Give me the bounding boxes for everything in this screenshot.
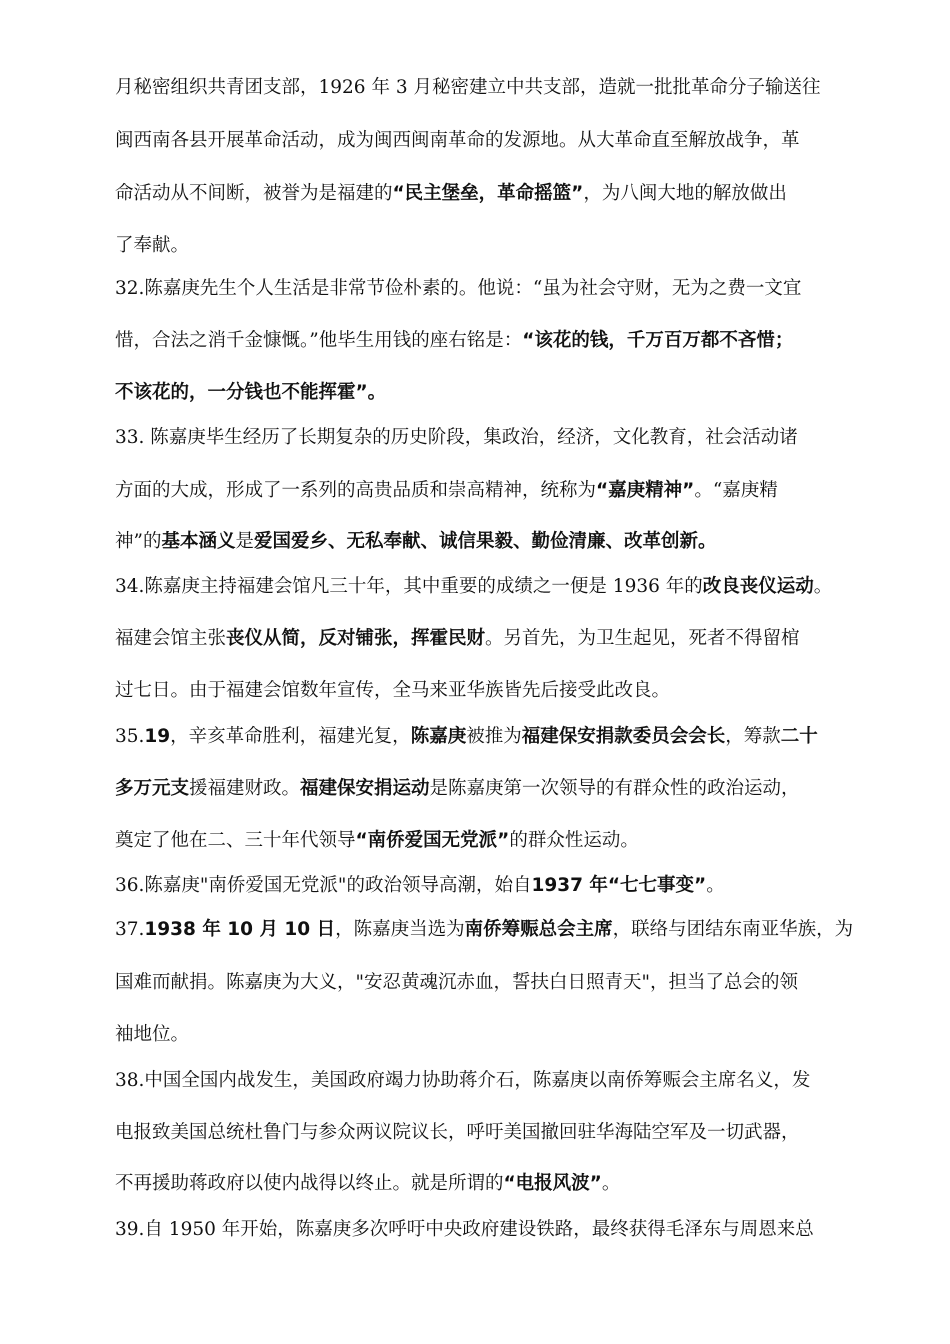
emphasis-text: 陈嘉庚 [410, 726, 467, 747]
item-34-line: 34.陈嘉庚主持福建会馆凡三十年，其中重要的成绩之一便是 1936 年的改良丧仪运动。 [115, 576, 833, 597]
text-line: 惜，合法之消千金慷慨。”他毕生用钱的座右铭是：“该花的钱，千万百万都不吝惜； [115, 330, 794, 351]
emphasis-text: 1937 年“七七事变” [531, 875, 707, 896]
item-35-line: 35.19，辛亥革命胜利，福建光复，陈嘉庚被推为福建保安捐款委员会会长，筹款二十 [115, 726, 818, 747]
emphasis-text: “电报风波” [503, 1173, 602, 1194]
emphasis-text: 二十 [780, 726, 818, 747]
text-line: 神”的基本涵义是爱国爱乡、无私奉献、诚信果毅、勤俭清廉、改革创新。 [115, 531, 717, 552]
text-line: 闽西南各县开展革命活动，成为闽西闽南革命的发源地。从大革命直至解放战争，革 [115, 130, 800, 151]
text-line: 福建会馆主张丧仪从简，反对铺张，挥霍民财。另首先，为卫生起见，死者不得留棺 [115, 628, 800, 649]
text-line: 袖地位。 [115, 1024, 190, 1045]
emphasis-text: 1938 年 10 月 10 日 [144, 919, 336, 940]
text-line: 月秘密组织共青团支部，1926 年 3 月秘密建立中共支部，造就一批批革命分子输送往 [115, 77, 821, 98]
emphasis-text: 福建保安捐运动 [300, 778, 430, 799]
emphasis-text: “南侨爱国无党派” [355, 830, 510, 851]
text-line: 不再援助蒋政府以使内战得以终止。就是所谓的“电报风波”。 [115, 1173, 621, 1194]
text-line: 命活动从不间断，被誉为是福建的“民主堡垒，革命摇篮”，为八闽大地的解放做出 [115, 183, 787, 204]
text-line: 方面的大成，形成了一系列的高贵品质和崇高精神，统称为“嘉庚精神”。“嘉庚精 [115, 480, 778, 501]
emphasis-text: 不该花的，一分钱也不能挥霍”。 [115, 382, 387, 403]
emphasis-text: 丧仪从简，反对铺张，挥霍民财 [226, 628, 486, 649]
emphasis-text: “民主堡垒，革命摇篮” [392, 183, 584, 204]
emphasis-text: 改良丧仪运动 [702, 576, 814, 597]
item-39-line: 39.自 1950 年开始，陈嘉庚多次呼吁中央政府建设铁路，最终获得毛泽东与周恩来总 [115, 1219, 814, 1240]
text-line: 电报致美国总统杜鲁门与参众两议院议长，呼吁美国撤回驻华海陆空军及一切武器， [115, 1122, 800, 1143]
emphasis-text: 19 [144, 726, 171, 747]
text-line: 了奉献。 [115, 235, 190, 256]
text-line: 过七日。由于福建会馆数年宣传，全马来亚华族皆先后接受此改良。 [115, 680, 671, 701]
emphasis-text: “嘉庚精神” [596, 480, 695, 501]
emphasis-text: 多万元支 [115, 778, 190, 799]
text-line: 奠定了他在二、三十年代领导“南侨爱国无党派”的群众性运动。 [115, 830, 639, 851]
item-38-line: 38.中国全国内战发生，美国政府竭力协助蒋介石，陈嘉庚以南侨筹赈会主席名义，发 [115, 1070, 811, 1091]
item-36-line: 36.陈嘉庚"南侨爱国无党派"的政治领导高潮，始自1937 年“七七事变”。 [115, 875, 725, 896]
emphasis-text: 爱国爱乡、无私奉献、诚信果毅、勤俭清廉、改革创新。 [254, 531, 717, 552]
emphasis-text: “该花的钱，千万百万都不吝惜； [522, 330, 794, 351]
item-37-line: 37.1938 年 10 月 10 日，陈嘉庚当选为南侨筹赈总会主席，联络与团结东南亚华族，为 [115, 919, 854, 940]
text-line: 国难而献捐。陈嘉庚为大义，"安忍黄魂沉赤血，誓扶白日照青天"，担当了总会的领 [115, 972, 799, 993]
item-32-line: 32.陈嘉庚先生个人生活是非常节俭朴素的。他说：“虽为社会守财，无为之费一文宜 [115, 278, 802, 299]
text-line: 多万元支援福建财政。福建保安捐运动是陈嘉庚第一次领导的有群众性的政治运动， [115, 778, 800, 799]
emphasis-text: 基本涵义 [161, 531, 236, 552]
text-line [115, 381, 855, 405]
emphasis-text: 南侨筹赈总会主席 [464, 919, 613, 940]
item-33-line: 33. 陈嘉庚毕生经历了长期复杂的历史阶段，集政治，经济，文化教育，社会活动诸 [115, 427, 798, 448]
emphasis-text: 福建保安捐款委员会会长 [521, 726, 726, 747]
